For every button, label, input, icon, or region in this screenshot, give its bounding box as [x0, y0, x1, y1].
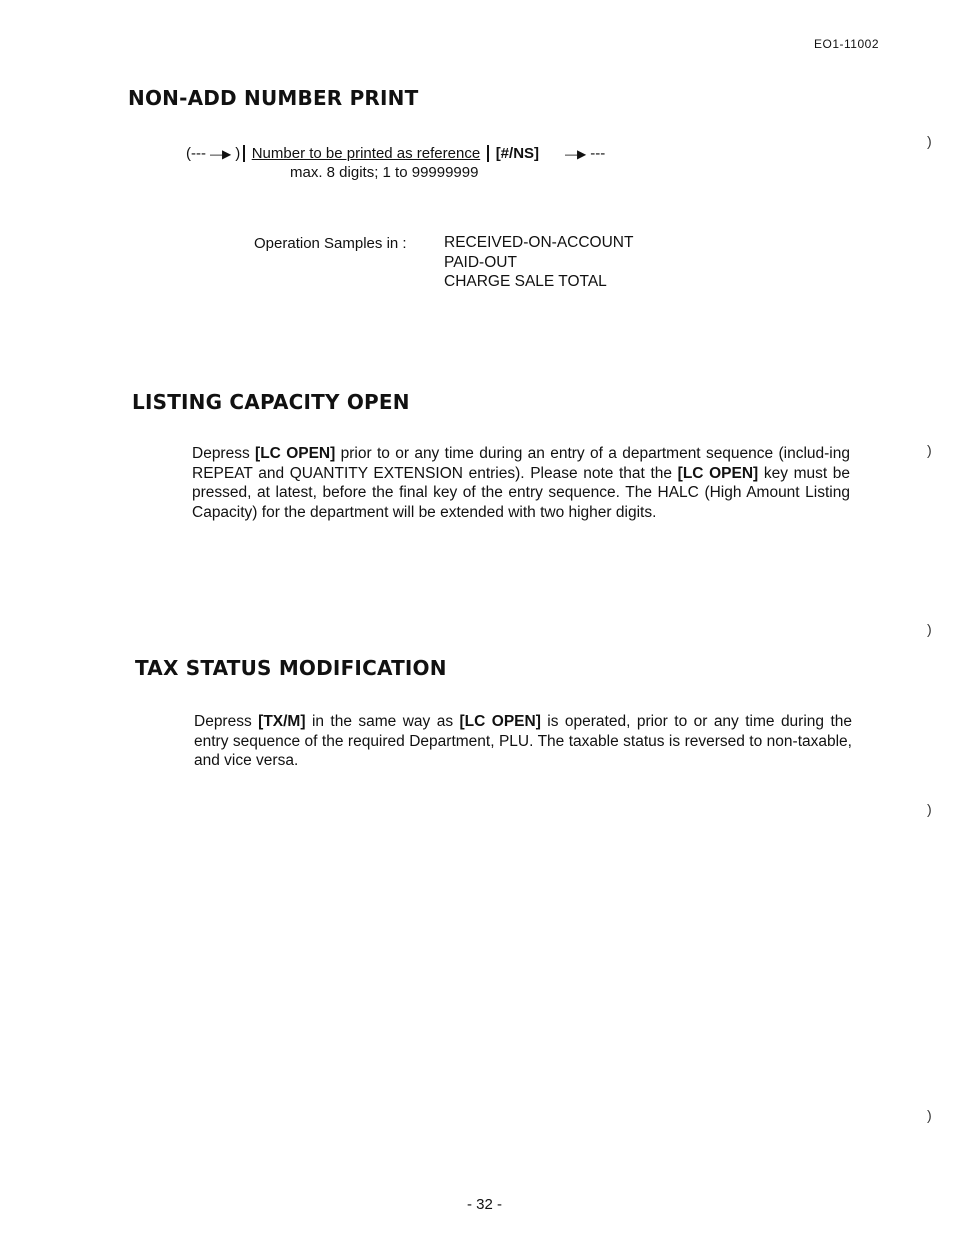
heading-non-add-number-print: NON-ADD NUMBER PRINT	[128, 86, 419, 110]
text-run: key must be pressed, at latest, before the final key of the entry sequence. The HALC (High Amount Listing Capacity) for the department will be extended with two higher digits.	[192, 464, 851, 521]
key-name: [LC OPEN]	[677, 464, 759, 482]
ops-label: Operation Samples in :	[254, 235, 407, 252]
field-separator	[487, 145, 489, 162]
paragraph-tax-status	[194, 712, 852, 771]
arrow-right-icon: —▶	[209, 146, 232, 161]
list-item: CHARGE SALE TOTAL	[444, 273, 607, 290]
page-number: - 32 -	[467, 1196, 503, 1213]
document-id: EO1-11002	[814, 37, 879, 51]
field-separator	[243, 145, 245, 162]
key-sequence	[186, 145, 605, 162]
text-run: Depress	[192, 445, 256, 462]
text-run: Depress	[194, 713, 259, 730]
paragraph-lc-open	[192, 444, 850, 522]
seq-note: max. 8 digits; 1 to 99999999	[290, 164, 479, 181]
seq-key: [#/NS]	[495, 145, 540, 162]
key-name: [LC OPEN]	[459, 713, 541, 730]
text-run: prior to or any time during an entry of a department sequence (includ-ing REPEAT and QUANTITY EXTENSION entries). Please note that the	[192, 445, 850, 482]
seq-end: ---	[590, 145, 606, 162]
arrow-right-icon: —▶	[565, 146, 587, 161]
list-item: PAID-OUT	[444, 253, 517, 271]
binding-hole-mark: )	[927, 442, 932, 458]
ops-list	[444, 233, 633, 292]
seq-close: )	[235, 145, 241, 162]
seq-open: (---	[186, 145, 206, 162]
binding-hole-mark: )	[927, 801, 932, 817]
binding-hole-mark: )	[927, 133, 932, 149]
binding-hole-mark: )	[927, 1107, 932, 1123]
key-name: [LC OPEN]	[255, 445, 336, 462]
key-name: [TX/M]	[258, 713, 306, 730]
heading-tax-status-modification: TAX STATUS MODIFICATION	[135, 656, 447, 680]
text-run: in the same way as	[305, 713, 460, 730]
binding-hole-mark: )	[927, 621, 932, 637]
list-item: RECEIVED-ON-ACCOUNT	[444, 234, 634, 251]
heading-listing-capacity-open: LISTING CAPACITY OPEN	[132, 390, 410, 414]
text-run: is operated, prior to or any time during the entry sequence of the required Department, PLU. The taxable status is reversed to non-taxable, and vice versa.	[194, 713, 852, 769]
seq-field: Number to be printed as reference	[251, 145, 481, 162]
